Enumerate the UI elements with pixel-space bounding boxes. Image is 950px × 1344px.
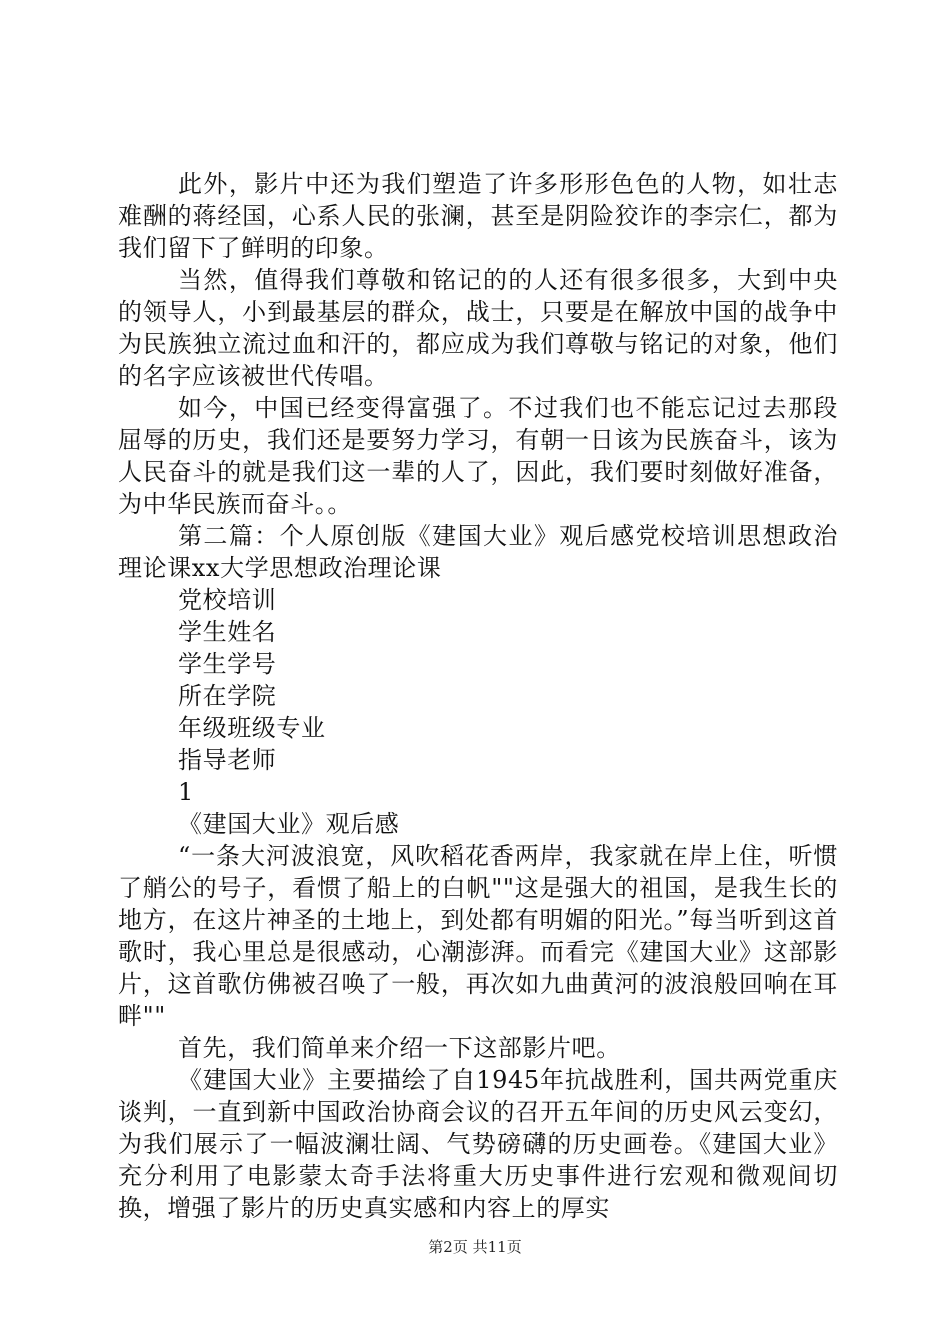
paragraph-respect: 当然，值得我们尊敬和铭记的的人还有很多很多，大到中央的领导人，小到最基层的群众，战士，只要是在解放中国的战争中为民族独立流过血和汗的，都应成为我们尊敬与铭记的对象，他们的名字应该被世代传唱。: [118, 266, 838, 390]
paragraph-film-summary: 《建国大业》主要描绘了自1945年抗战胜利，国共两党重庆谈判，一直到新中国政治协商会议的召开五年间的历史风云变幻，为我们展示了一幅波澜壮阔、气势磅礴的历史画卷。《建国大业》充分利用了电影蒙太奇手法将重大历史事件进行宏观和微观间切换，增强了影片的历史真实感和内容上的厚实: [118, 1066, 838, 1222]
form-line-college: 所在学院: [178, 682, 277, 710]
paragraph-today: 如今，中国已经变得富强了。不过我们也不能忘记过去那段屈辱的历史，我们还是要努力学习，有朝一日该为民族奋斗，该为人民奋斗的就是我们这一辈的人了，因此，我们要时刻做好准备，为中华民族而奋斗。。: [118, 394, 838, 518]
paragraph-intro: 首先，我们简单来介绍一下这部影片吧。: [178, 1034, 621, 1062]
document-body: [118, 168, 838, 1224]
form-line-student-id: 学生学号: [178, 650, 277, 678]
form-line-grade-class-major: 年级班级专业: [178, 714, 326, 742]
form-line-advisor: 指导老师: [178, 746, 277, 774]
section-heading-part-two: 第二篇：个人原创版《建国大业》观后感党校培训思想政治理论课xx大学思想政治理论课: [118, 522, 838, 582]
form-line-student-name: 学生姓名: [178, 618, 277, 646]
form-line-party-school: 党校培训: [178, 586, 277, 614]
essay-title: 《建国大业》观后感: [178, 810, 400, 838]
page-footer: 第2页 共11页: [428, 1238, 522, 1256]
paragraph-song: “一条大河波浪宽，风吹稻花香两岸，我家就在岸上住，听惯了艄公的号子，看惯了船上的白帆""这是强大的祖国，是我生长的地方，在这片神圣的土地上，到处都有明媚的阳光。”每当听到这首歌时，我心里总是很感动，心潮澎湃。而看完《建国大业》这部影片，这首歌仿佛被召唤了一般，再次如九曲黄河的波浪般回响在耳畔"": [118, 842, 838, 1030]
paragraph-characters: 此外，影片中还为我们塑造了许多形形色色的人物，如壮志难酬的蒋经国，心系人民的张澜，甚至是阴险狡诈的李宗仁，都为我们留下了鲜明的印象。: [118, 170, 838, 262]
form-line-number: 1: [178, 778, 194, 806]
